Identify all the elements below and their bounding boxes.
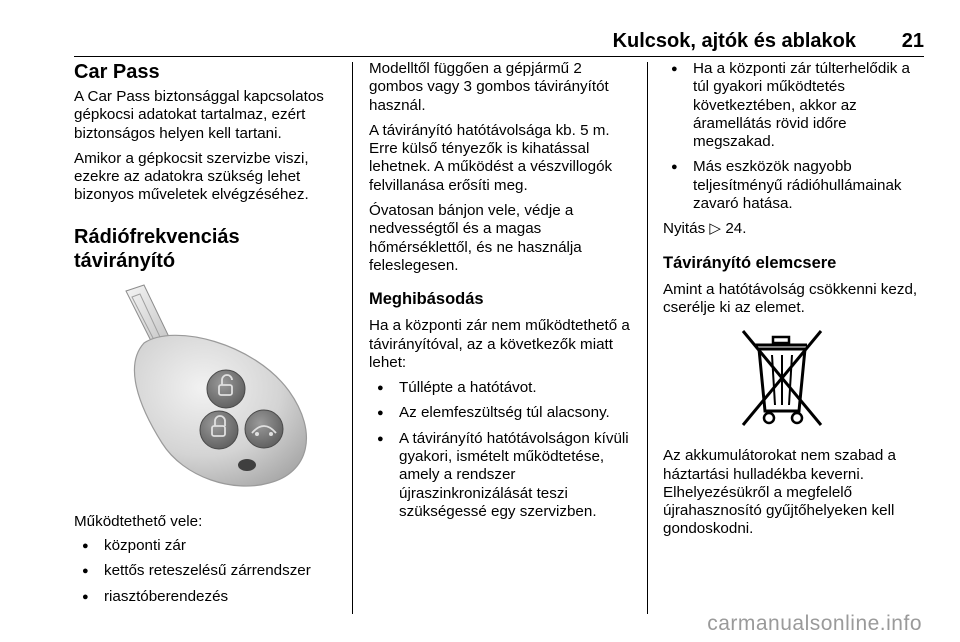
crossed-bin-icon (733, 325, 831, 433)
list-item: ● A távirányító hatótávolságon kívüli gyakori, ismételt működtetése, amely a rendszer újraszinkronizálását teszi szükségessé egy szervizben. (369, 430, 637, 521)
remote-key-illustration (74, 283, 338, 497)
operate-list (74, 537, 344, 606)
list-item: ● központi zár (74, 537, 344, 555)
column-divider-1 (352, 62, 353, 614)
section-title: Kulcsok, ajtók és ablakok (612, 30, 856, 52)
column-2 (369, 60, 637, 528)
car-pass-text-1: A Car Pass biztonsággal kapcsolatos gépkocsi adatokat tartalmaz, ezért biztonságos helyen kell tartani. (74, 88, 324, 142)
heading-fault: Meghibásodás (369, 290, 484, 309)
header-rule (74, 56, 924, 57)
car-pass-text-2: Amikor a gépkocsit szervizbe viszi, ezekre az adatokra szükség lehet bizonyos műveletek elvégzéséhez. (74, 149, 309, 204)
column-divider-2 (647, 62, 648, 614)
list-item: ● Az elemfeszültség túl alacsony. (369, 404, 637, 422)
list-item: ● Túllépte a hatótávot. (369, 379, 637, 397)
list-item: ● riasztóberendezés (74, 588, 344, 606)
page-header (74, 30, 924, 58)
remote-text-1: Modelltől függően a gépjármű 2 gombos vagy 3 gombos távirányítót használ. (369, 60, 609, 114)
fault-list (369, 379, 637, 521)
remote-text-3: Óvatosan bánjon vele, védje a nedvességtől és a magas hőmérséklettől, és ne használja feleslegesen. (369, 202, 582, 274)
fault-text: Ha a központi zár nem működtethető a távirányítóval, az a következők miatt lehet: (369, 317, 630, 371)
watermark: carmanualsonline.info (707, 612, 922, 635)
heading-remote-line-2: távirányító (74, 249, 176, 272)
list-item: ● kettős reteszelésű zárrendszer (74, 562, 344, 580)
page-number: 21 (901, 30, 924, 52)
column-1 (74, 60, 344, 613)
list-item: ● Ha a központi zár túlterhelődik a túl gyakori működtetés következtében, akkor az áramellátás rövid időre megszakad. (663, 60, 928, 151)
operate-label: Működtethető vele: (74, 512, 203, 530)
remote-text-2: A távirányító hatótávolsága kb. 5 m. Erre külső tényezők is kihatással lehetnek. A működést a vészvillogók felvillanása erősíti meg. (369, 121, 613, 194)
heading-remote-control (74, 225, 344, 273)
battery-disposal-text: Az akkumulátorokat nem szabad a háztartási hulladékba keverni. Elhelyezésükről a megfelelő újrahasznosító gyűjtőhelyeken kell gondoskodni. (663, 447, 896, 538)
list-item: ● Más eszközök nagyobb teljesítményű rádióhullámainak zavaró hatása. (663, 158, 928, 213)
fault-list-continued (663, 60, 928, 213)
heading-battery-replacement: Távirányító elemcsere (663, 253, 837, 272)
unlock-reference: Nyitás ▷ 24. (663, 220, 747, 238)
heading-remote-line-1: Rádiófrekvenciás (74, 225, 240, 248)
battery-text-1: Amint a hatótávolság csökkenni kezd, cserélje ki az elemet. (663, 280, 918, 316)
column-3 (663, 60, 928, 546)
heading-car-pass: Car Pass (74, 61, 160, 83)
